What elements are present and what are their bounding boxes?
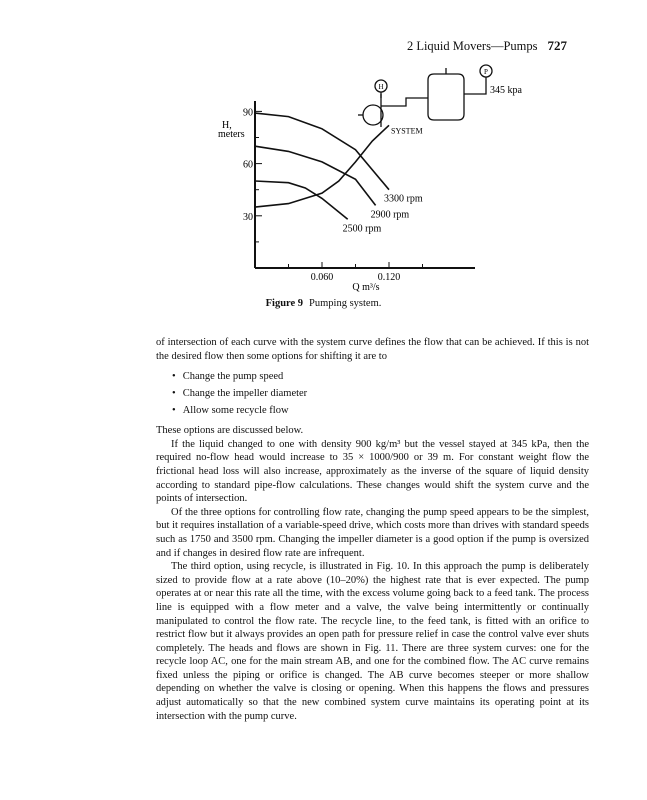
tank-vessel (428, 74, 464, 120)
series-label: 3300 rpm (384, 193, 423, 205)
chart-labels (343, 126, 423, 234)
x-tick-label: 0.060 (310, 272, 334, 283)
pressure-value: 345 kpa (490, 85, 522, 96)
x-tick-label: 0.120 (377, 272, 401, 283)
options-list (156, 368, 589, 419)
paragraph-2: These options are discussed below. (156, 425, 304, 437)
series-label: SYSTEM (391, 126, 423, 136)
chart-axes (255, 101, 475, 268)
pump-circle (363, 105, 383, 125)
caption-label: Figure 9 (265, 298, 304, 309)
pressure-indicator-line (464, 77, 486, 94)
list-item: • Change the pump speed (172, 368, 589, 385)
list-item: • Allow some recycle flow (172, 402, 589, 419)
page-number: 727 (547, 38, 567, 53)
x-axis-label: Q m³/s (352, 282, 380, 293)
y-tick-label: 90 (243, 107, 253, 119)
head-indicator-label: H (378, 83, 384, 91)
tank-schematic (358, 65, 492, 127)
body-text (156, 336, 589, 723)
y-axis-label-line2: meters (218, 129, 245, 140)
series-label: 2900 rpm (370, 209, 410, 221)
chart-series (255, 113, 389, 219)
figure-caption (0, 298, 647, 309)
pipe-to-tank (381, 98, 428, 106)
list-item: • Change the impeller diameter (172, 385, 589, 402)
paragraph-4: Of the three options for controlling flow rate, changing the pump speed appears to be the simplest, but it requires installation of a variable-speed drive, which costs more than drives with standard speeds such as 1750 and 3500 rpm. Changing the impeller diameter is a good option if the pump is oversized and if changes in desired flow rate are infrequent. (156, 506, 589, 559)
caption-text: Pumping system. (309, 298, 382, 309)
header-section: 2 Liquid Movers—Pumps (406, 39, 538, 53)
series-label: 2500 rpm (342, 223, 382, 235)
pressure-indicator-label: P (484, 68, 488, 76)
y-tick-label: 30 (243, 211, 253, 223)
paragraph-3: If the liquid changed to one with density 900 kg/m³ but the vessel stayed at 345 kPa, then the required no-flow head would increase to 35 × 1000/900 or 39 m. For constant weight flow the frictional head loss will also increase, approximately as the inverse of the square of liquid density according to standard pipe-flow calculations. These changes would shift the system curve and the points of intersection. (156, 438, 589, 505)
paragraph-1: of intersection of each curve with the system curve defines the flow that can be achieved. If this is not the desired flow then some options for shifting it are to (156, 337, 589, 362)
pumping-system-figure (0, 0, 647, 300)
y-axis-label-line1: H, (222, 120, 232, 131)
paragraph-5: The third option, using recycle, is illustrated in Fig. 10. In this approach the pump is deliberately sized to provide flow at a rate above (10–20%) the highest rate that is ever expected. The pump operates at or near this rate all the time, with the excess volume going back to a feed tank. The process line is equipped with a flow meter and a valve, the valve being intermittently or continually manipulated to control the flow rate. The recycle line, to the feed tank, is fitted with an orifice to restrict flow but it always provides an open path for pressure relief in case the control valve ever shuts completely. The heads and flows are shown in Fig. 11. There are three system curves: one for the recycle loop AC, one for the main stream AB, and one for the combined flow. The AC curve remains fixed unless the piping or orifice is changed. The AB curve becomes steeper or more shallow depending on whether the valve is closing or opening. When this happens the flows and pressures adjust automatically so that the new combined system curve maintains its operating point at its intersection with the pump curve. (156, 561, 589, 722)
y-tick-label: 60 (243, 159, 253, 171)
series-2900-rpm (255, 146, 376, 205)
